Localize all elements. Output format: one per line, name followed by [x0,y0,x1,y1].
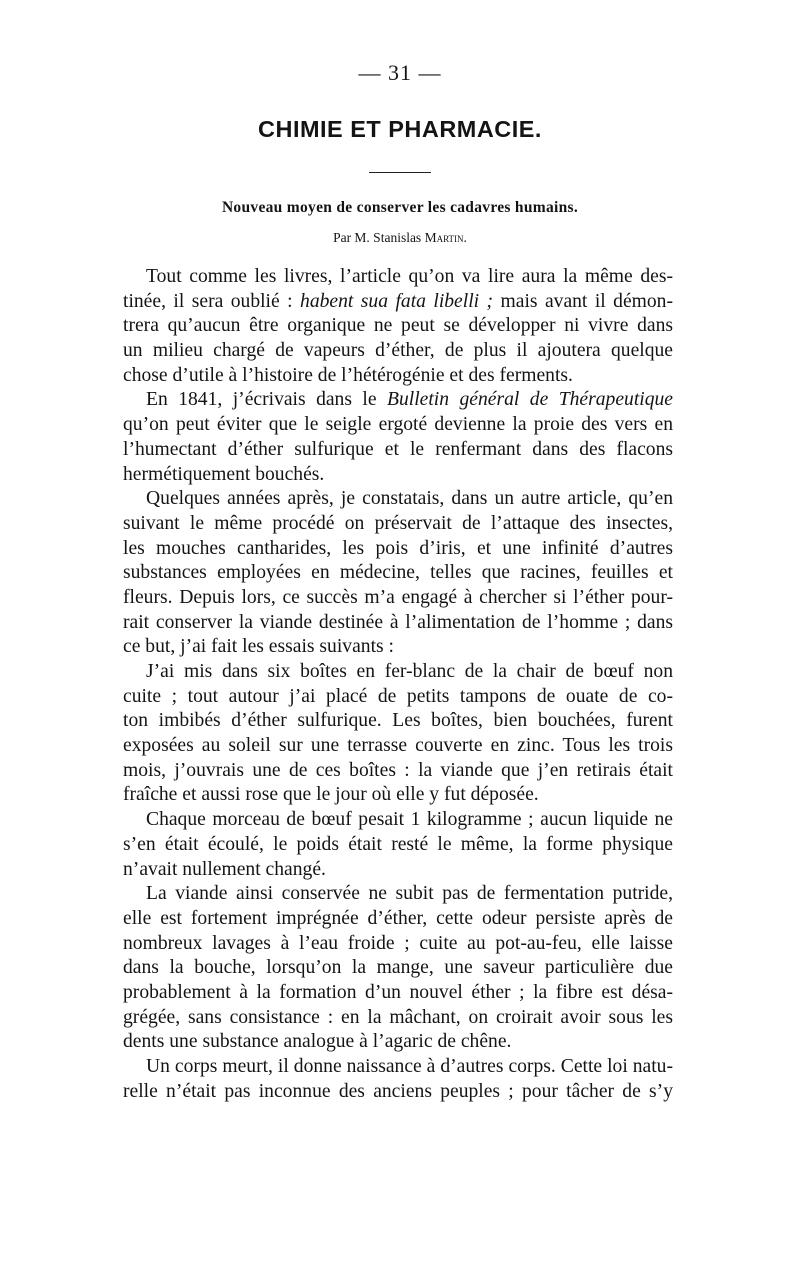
text-line [123,413,673,438]
line-text: un milieu chargé de vapeurs d’éther, de plus il ajoutera quelque [123,340,673,362]
italic-text: habent sua fata libelli ; [300,290,494,312]
text-line [123,734,673,759]
byline-prefix: Par M. Stanislas [333,230,422,245]
line-text: Chaque morceau de bœuf pesait 1 kilogramme ; aucun liquide ne [146,809,673,831]
text-line [123,388,673,413]
line-text: mais avant il démon- [493,290,673,312]
text-line [123,858,673,883]
text-line [123,611,673,636]
text-line [123,1080,673,1105]
line-text: grégée, sans consistance : en la mâchant, on croirait avoir sous les [123,1006,673,1028]
text-line [123,882,673,907]
line-text: elle est fortement imprégnée d’éther, cette odeur persiste après de [123,907,673,929]
text-line [123,487,673,512]
article-title: Nouveau moyen de conserver les cadavres humains. [221,199,579,216]
line-text: J’ai mis dans six boîtes en fer-blanc de la chair de bœuf non [146,661,673,682]
line-text: trera qu’aucun être organique ne peut se développer ni vivre dans [123,315,673,337]
text-line [123,314,673,339]
text-line [123,1030,673,1055]
line-text: fleurs. Depuis lors, ce succès m’a engagé à chercher si l’éther pour- [123,586,673,608]
text-line [123,438,673,463]
line-text: dans la bouche, lorsqu’on la mange, une saveur particulière due [123,957,673,979]
text-line [123,635,673,660]
line-text: ce but, j’ai fait les essais suivants : [123,636,394,658]
line-text: rait conserver la viande destinée à l’alimentation de l’homme ; dans [123,611,673,633]
line-text: s’en était écoulé, le poids était resté le même, la forme physique [123,833,673,855]
text-line [123,833,673,858]
text-line [123,932,673,957]
line-text: Tout comme les livres, l’article qu’on va lire aura la même des- [146,266,673,287]
line-text: mois, j’ouvrais une de ces boîtes : la viande que j’en retirais était [123,759,673,781]
text-line [123,685,673,710]
text-line [123,783,673,808]
section-title: CHIMIE ET PHARMACIE. [258,116,542,142]
line-text: n’avait nullement changé. [123,858,326,880]
line-text: ton imbibés d’éther sulfurique. Les boîtes, bien bouchées, furent [123,710,673,732]
text-line [123,364,673,389]
line-text: nombreux lavages à l’eau froide ; cuite au pot-au-feu, elle laisse [123,932,673,954]
line-text: exposées au soleil sur une terrasse couverte en zinc. Tous les trois [123,735,673,757]
line-text: probablement à la formation d’un nouvel éther ; la fibre est désa- [123,981,673,1003]
line-text: La viande ainsi conservée ne subit pas de fermentation putride, [146,883,673,905]
line-text: qu’on peut éviter que le seigle ergoté devienne la proie des vers en [123,414,673,436]
line-text: tinée, il sera oublié : [123,290,301,312]
italic-text: Bulletin général de Thérapeutique [387,389,673,411]
article-body [123,265,673,1104]
text-line [123,561,673,586]
line-text: hermétiquement bouchés. [123,463,325,485]
title-divider [369,172,431,173]
text-line [123,586,673,611]
text-line [123,759,673,784]
line-text: les mouches cantharides, les pois d’iris, et une infinité d’autres [123,537,673,559]
byline [0,230,800,246]
line-text: substances employées en médecine, telles que racines, feuilles et [123,562,673,584]
text-line [123,1006,673,1031]
line-text: l’humectant d’éther sulfurique et le renfermant dans des flacons [123,438,673,460]
text-line [123,463,673,488]
text-line [123,512,673,537]
text-line [123,265,673,290]
line-text: chose d’utile à l’histoire de l’hétérogénie et des ferments. [123,364,573,386]
line-text: dents une substance analogue à l’agaric de chêne. [123,1031,512,1053]
text-line [123,290,673,315]
text-line [123,537,673,562]
text-line [123,1055,673,1080]
text-line [123,907,673,932]
text-line [123,339,673,364]
text-line [123,956,673,981]
text-line [123,808,673,833]
line-text: En 1841, j’écrivais dans le [146,389,388,411]
text-line [123,981,673,1006]
line-text: suivant le même procédé on préservait de l’attaque des insectes, [123,512,673,534]
line-text: Quelques années après, je constatais, dans un autre article, qu’en [146,488,673,510]
text-line [123,660,673,685]
text-line [123,709,673,734]
page-number: — 31 — [358,60,442,85]
byline-author: Martin. [424,230,467,245]
line-text: cuite ; tout autour j’ai placé de petits tampons de ouate de co- [123,685,673,707]
line-text: relle n’était pas inconnue des anciens peuples ; pour tâcher de s’y [123,1080,673,1102]
line-text: fraîche et aussi rose que le jour où elle y fut déposée. [123,784,539,806]
line-text: Un corps meurt, il donne naissance à d’autres corps. Cette loi natu- [146,1056,673,1077]
